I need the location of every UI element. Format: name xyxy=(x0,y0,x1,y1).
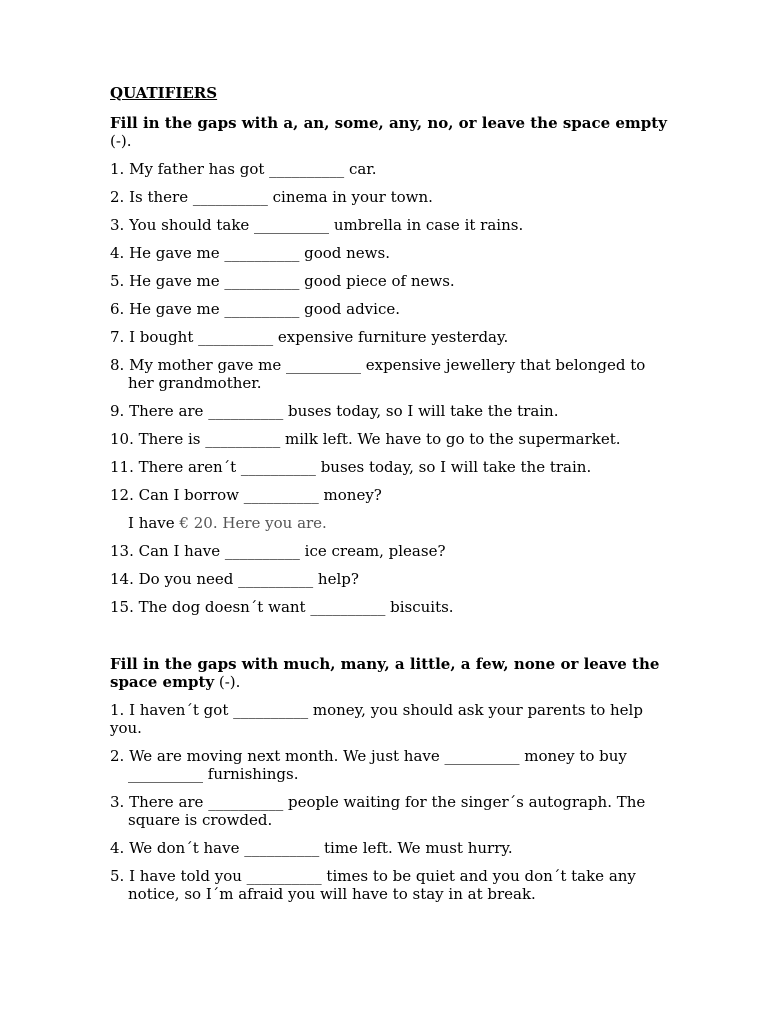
exercise-item: 2. We are moving next month. We just have __________ money to buy __________ furnishings. xyxy=(110,747,627,783)
worksheet-title: QUATIFIERS xyxy=(110,84,218,102)
exercise-item: 12. Can I borrow __________ money? xyxy=(110,486,382,504)
exercise-item: 1. I haven´t got __________ money, you should ask your parents to help you. xyxy=(110,701,643,737)
section1-instruction-rest: (-). xyxy=(110,132,132,150)
worksheet-page xyxy=(110,83,670,913)
exercise-item: 7. I bought __________ expensive furniture yesterday. xyxy=(110,328,509,346)
section1-instruction xyxy=(110,114,670,150)
exercise-item: 3. There are __________ people waiting for the singer´s autograph. The square is crowded. xyxy=(110,793,646,829)
section-spacer xyxy=(110,626,670,655)
section2-instruction-rest: (-). xyxy=(214,673,241,691)
exercise-item: 3. You should take __________ umbrella in case it rains. xyxy=(110,216,524,234)
exercise-item: 9. There are __________ buses today, so I will take the train. xyxy=(110,402,559,420)
exercise-item: 2. Is there __________ cinema in your town. xyxy=(110,188,433,206)
exercise-item: 4. We don´t have __________ time left. We must hurry. xyxy=(110,839,513,857)
exercise-item: 13. Can I have __________ ice cream, please? xyxy=(110,542,446,560)
exercise-item: 4. He gave me __________ good news. xyxy=(110,244,390,262)
section2-instruction xyxy=(110,655,670,691)
exercise-item: 6. He gave me __________ good advice. xyxy=(110,300,401,318)
exercise-item: 14. Do you need __________ help? xyxy=(110,570,359,588)
exercise-item: 11. There aren´t __________ buses today, so I will take the train. xyxy=(110,458,592,476)
exercise-item: 5. I have told you __________ times to be quiet and you don´t take any notice, so I´m afraid you will have to stay in at break. xyxy=(110,867,636,903)
section2-instruction-bold: Fill in the gaps with much, many, a little, a few, none or leave the space empty xyxy=(110,655,660,691)
sub-answer-line xyxy=(110,514,670,532)
exercise-item: 15. The dog doesn´t want __________ biscuits. xyxy=(110,598,454,616)
sub-answer-rest: € 20. Here you are. xyxy=(179,514,327,532)
exercise-item: 8. My mother gave me __________ expensive jewellery that belonged to her grandmother. xyxy=(110,356,646,392)
sub-answer-prefix: I have xyxy=(128,514,180,532)
exercise-item: 5. He gave me __________ good piece of news. xyxy=(110,272,455,290)
exercise-item: 10. There is __________ milk left. We have to go to the supermarket. xyxy=(110,430,621,448)
exercise-item: 1. My father has got __________ car. xyxy=(110,160,377,178)
section1-instruction-bold: Fill in the gaps with a, an, some, any, no, or leave the space empty xyxy=(110,114,667,132)
